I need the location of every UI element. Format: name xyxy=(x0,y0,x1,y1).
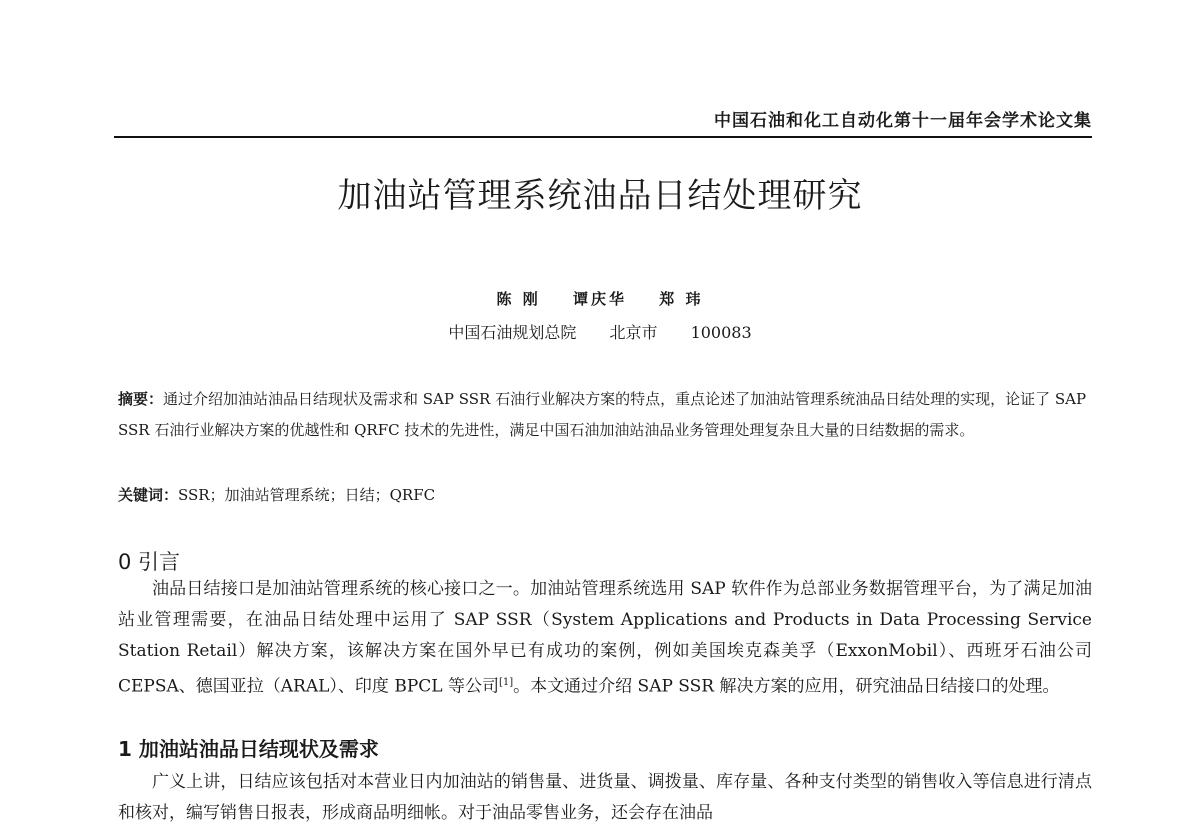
keywords-label: 关键词： xyxy=(118,486,179,504)
abstract xyxy=(118,384,1092,446)
keywords-text: SSR；加油站管理系统；日结；QRFC xyxy=(178,486,436,504)
affiliation-city: 北京市 xyxy=(609,323,658,342)
section-heading: 0 引言 xyxy=(118,550,181,574)
section-body xyxy=(118,767,1092,829)
affiliation xyxy=(0,320,1200,343)
section-heading: 1 加油站油品日结现状及需求 xyxy=(118,737,379,761)
paragraph-text: 油品日结接口是加油站管理系统的核心接口之一。加油站管理系统选用 SAP 软件作为总部业务数据管理平台，为了满足加油站业管理需要，在油品日结处理中运用了 SAP SSR（System Applications and Products in Data Processing Service Station Retail）解决方案，该解决方案在国外早已有成功的案例，例如美国埃克森美孚（ExxonMobil）、西班牙石油公司 CEPSA、德国亚拉（ARAL）、印度 BPCL 等公司 xyxy=(118,579,1092,697)
section-body xyxy=(118,574,1092,703)
paper-title: 加油站管理系统油品日结处理研究 xyxy=(337,176,863,216)
citation-ref: [1] xyxy=(498,677,514,688)
author: 郑 玮 xyxy=(659,290,704,308)
abstract-text: 通过介绍加油站油品日结现状及需求和 SAP SSR 石油行业解决方案的特点，重点论述了加油站管理系统油品日结处理的实现，论证了 SAP SSR 石油行业解决方案的优越性和 QRFC 技术的先进性，满足中国石油加油站油品业务管理处理复杂且大量的日结数据的需求。 xyxy=(118,390,1087,439)
author-list xyxy=(0,288,1200,309)
affiliation-org: 中国石油规划总院 xyxy=(448,323,577,342)
journal-name: 中国石油和化工自动化第十一届年会学术论文集 xyxy=(714,111,1092,131)
paragraph-text: 广义上讲，日结应该包括对本营业日内加油站的销售量、进货量、调拨量、库存量、各种支付类型的销售收入等信息进行清点和核对，编写销售日报表，形成商品明细帐。对于油品零售业务，还会存在油品 xyxy=(118,772,1092,823)
author: 陈 刚 xyxy=(496,290,541,308)
keywords xyxy=(118,482,1092,508)
author: 谭庆华 xyxy=(572,290,627,308)
abstract-label: 摘要： xyxy=(118,390,164,408)
running-header xyxy=(114,106,1092,138)
paragraph-text-end: 。本文通过介绍 SAP SSR 解决方案的应用，研究油品日结接口的处理。 xyxy=(513,676,1060,697)
affiliation-postcode: 100083 xyxy=(690,323,752,342)
